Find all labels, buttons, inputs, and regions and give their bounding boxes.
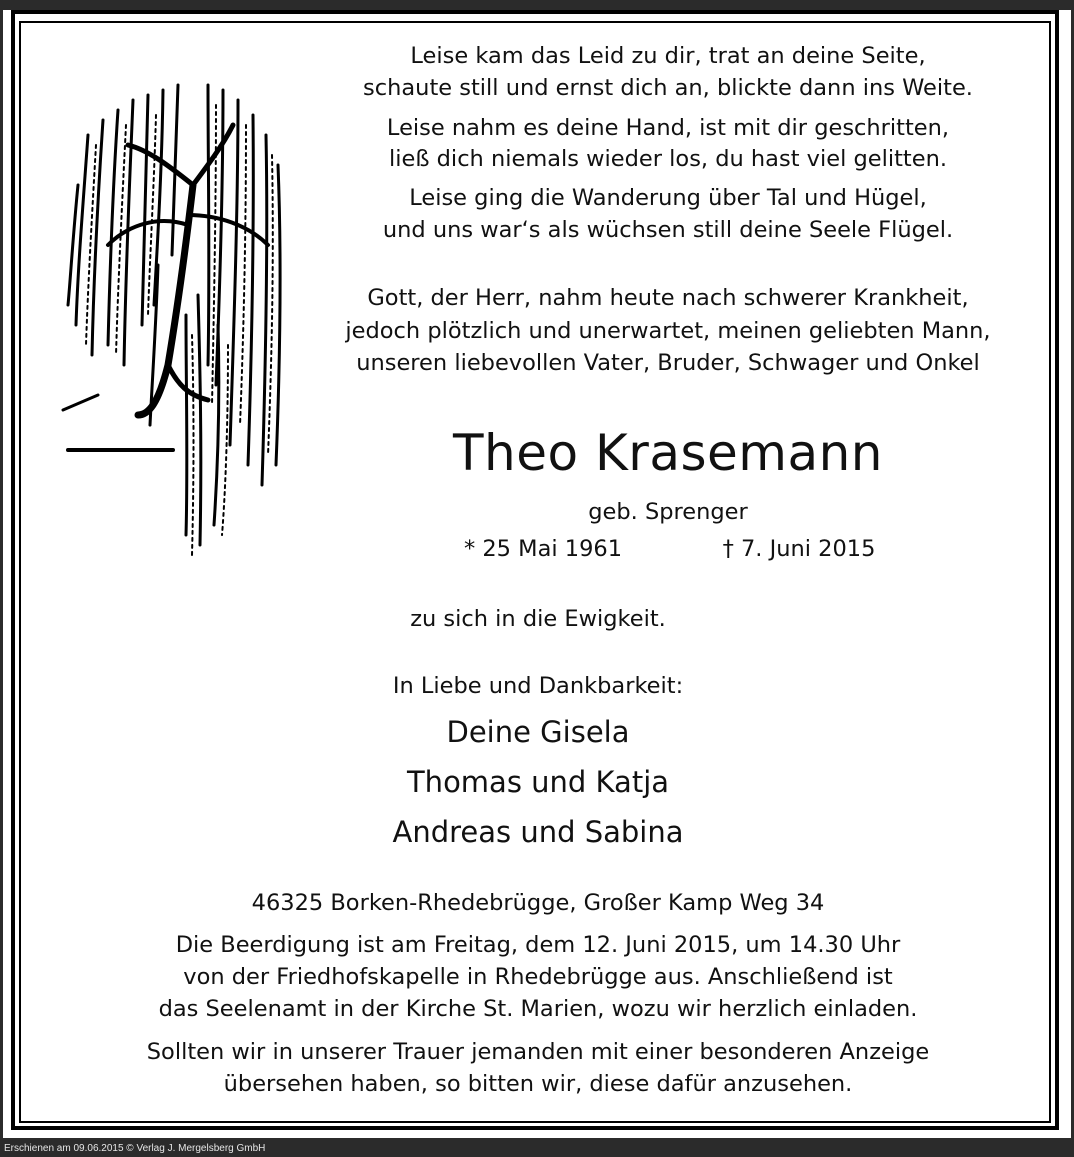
weeping-willow-icon bbox=[58, 65, 298, 565]
publication-footer: Erschienen am 09.06.2015 © Verlag J. Mergelsberg GmbH bbox=[0, 1140, 1074, 1157]
funeral-line-3: das Seelenamt in der Kirche St. Marien, wozu wir herzlich einladen. bbox=[158, 996, 918, 1022]
mourners-intro: In Liebe und Dankbarkeit: bbox=[392, 673, 684, 699]
announcement-line-1: Gott, der Herr, nahm heute nach schwerer Krankheit, bbox=[367, 285, 969, 311]
death-date: † 7. Juni 2015 bbox=[722, 536, 876, 562]
funeral-line-1: Die Beerdigung ist am Freitag, dem 12. Juni 2015, um 14.30 Uhr bbox=[175, 932, 901, 958]
mourner-2: Thomas und Katja bbox=[406, 765, 670, 799]
announcement-line-2: jedoch plötzlich und unerwartet, meinen geliebten Mann, bbox=[345, 318, 991, 344]
birth-name: geb. Sprenger bbox=[588, 499, 748, 525]
apology-line-2: übersehen haben, so bitten wir, diese dafür anzusehen. bbox=[223, 1071, 853, 1097]
closing-phrase: zu sich in die Ewigkeit. bbox=[410, 606, 666, 632]
poem-line-4: ließ dich niemals wieder los, du hast viel gelitten. bbox=[388, 146, 948, 172]
mourner-1: Deine Gisela bbox=[446, 715, 630, 749]
poem-line-6: und uns war‘s als wüchsen still deine Seele Flügel. bbox=[382, 217, 954, 243]
poem-line-1: Leise kam das Leid zu dir, trat an deine Seite, bbox=[410, 43, 926, 69]
announcement-line-3: unseren liebevollen Vater, Bruder, Schwager und Onkel bbox=[356, 350, 980, 376]
mourner-3: Andreas und Sabina bbox=[392, 815, 684, 849]
poem-line-3: Leise nahm es deine Hand, ist mit dir geschritten, bbox=[386, 115, 950, 141]
obituary-page bbox=[3, 10, 1071, 1138]
apology-line-1: Sollten wir in unserer Trauer jemanden mit einer besonderen Anzeige bbox=[146, 1039, 930, 1065]
birth-date: * 25 Mai 1961 bbox=[463, 536, 623, 562]
poem-line-2: schaute still und ernst dich an, blickte dann ins Weite. bbox=[363, 75, 973, 101]
funeral-line-2: von der Friedhofskapelle in Rhedebrügge aus. Anschließend ist bbox=[183, 964, 893, 990]
poem-line-5: Leise ging die Wanderung über Tal und Hügel, bbox=[409, 185, 927, 211]
address: 46325 Borken-Rhedebrügge, Großer Kamp Weg 34 bbox=[251, 890, 825, 916]
deceased-name: Theo Krasemann bbox=[453, 424, 883, 482]
